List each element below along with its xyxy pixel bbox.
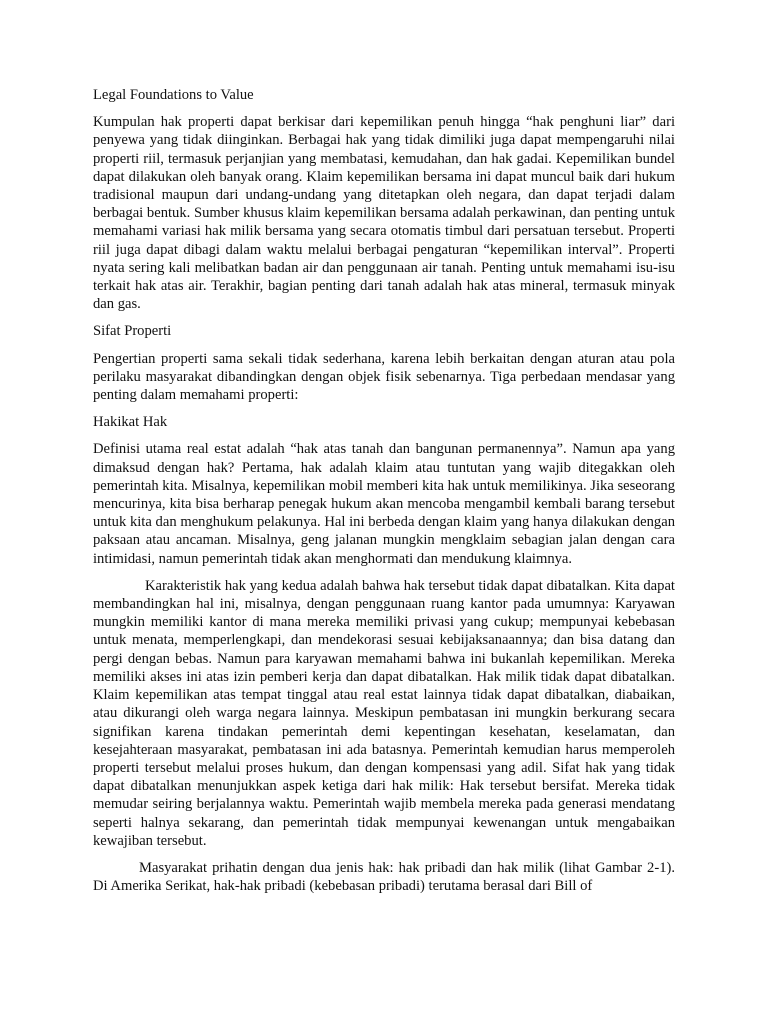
paragraph-nature-of-rights: Definisi utama real estat adalah “hak atas tanah dan bangunan permanennya”. Namun apa yang dimaksud dengan hak? Pertama, hak adalah klaim atau tuntutan yang wajib ditegakkan oleh pemerintah kita. Misalnya, kepemilikan mobil memberi kita hak untuk memilikinya. Jika seseorang mencurinya, kita bisa berharap penegak hukum akan mencoba mengambil kembali barang tersebut untuk kita dan menghukum pelakunya. Hal ini berbeda dengan klaim yang hanya dilakukan dengan paksaan atau ancaman. Misalnya, geng jalanan mungkin mengklaim sebagian jalan dengan cara intimidasi, namun pemerintah tidak akan menghormati dan mendukung klaimnya. [93,441,675,567]
paragraph-irrevocable-rights: Karakteristik hak yang kedua adalah bahwa hak tersebut tidak dapat dibatalkan. Kita dapat membandingkan hal ini, misalnya, dengan penggunaan ruang kantor pada umumnya: Karyawan mungkin memiliki kantor di mana mereka memiliki privasi yang cukup; mempunyai kebebasan untuk menata, memperlengkapi, dan mendekorasi sesuai kebijaksanaannya; dan bisa datang dan pergi dengan bebas. Namun para karyawan memahami bahwa ini bukanlah kepemilikan. Mereka memiliki akses ini atas izin pemberi kerja dan dapat dibatalkan. Hak milik tidak dapat dibatalkan. Klaim kepemilikan atas tempat tinggal atau real estat lainnya tidak dapat dibatalkan, diabaikan, atau dikurangi oleh warga negara lainnya. Meskipun pembatasan ini mungkin berkurang secara signifikan karena tindakan pemerintah demi kepentingan kesehatan, keselamatan, dan kesejahteraan masyarakat, pembatasan ini ada batasnya. Pemerintah kemudian harus memperoleh properti tersebut melalui proses hukum, dan dengan kompensasi yang adil. Sifat hak yang tidak dapat dibatalkan menunjukkan aspek ketiga dari hak milik: Hak tersebut bersifat. Mereka tidak memudar seiring berjalannya waktu. Pemerintah wajib membela mereka pada generasi mendatang seperti halnya sekarang, dan pemerintah tidak mempunyai kewenangan untuk mengabaikan kewajiban tersebut. [93,577,675,849]
document-body [93,86,675,904]
section-heading-legal-foundations: Legal Foundations to Value [93,87,254,103]
section-heading-hakikat-hak: Hakikat Hak [93,414,168,431]
paragraph-property-definition: Pengertian properti sama sekali tidak sederhana, karena lebih berkaitan dengan aturan atau pola perilaku masyarakat dibandingkan dengan objek fisik sebenarnya. Tiga perbedaan mendasar yang penting dalam memahami properti: [93,350,675,404]
paragraph-property-rights-bundle: Kumpulan hak properti dapat berkisar dari kepemilikan penuh hingga “hak penghuni liar” dari penyewa yang tidak diinginkan. Berbagai hak yang tidak dimiliki juga dapat mempengaruhi nilai properti riil, termasuk perjanjian yang membatasi, kemudahan, dan hak gadai. Kepemilikan bundel dapat dilakukan oleh banyak orang. Klaim kepemilikan bersama ini dapat muncul baik dari hukum tradisional maupun dari undang-undang yang ditetapkan oleh negara, dan dapat terjadi dalam berbagai bentuk. Sumber khusus klaim kepemilikan bersama adalah perkawinan, dan penting untuk memahami variasi hak milik bersama yang secara otomatis timbul dari persatuan tersebut. Properti riil juga dapat dibagi dalam waktu melalui berbagai pengaturan “kepemilikan interval”. Properti nyata sering kali melibatkan badan air dan penggunaan air tanah. Penting untuk memahami isu-isu terkait hak atas air. Terakhir, bagian penting dari tanah adalah hak atas mineral, termasuk minyak dan gas. [93,114,675,313]
section-heading-sifat-properti: Sifat Properti [93,323,172,340]
paragraph-personal-and-property-rights: Masyarakat prihatin dengan dua jenis hak: hak pribadi dan hak milik (lihat Gambar 2-1). Di Amerika Serikat, hak-hak pribadi (kebebasan pribadi) terutama berasal dari Bill of [93,859,675,895]
